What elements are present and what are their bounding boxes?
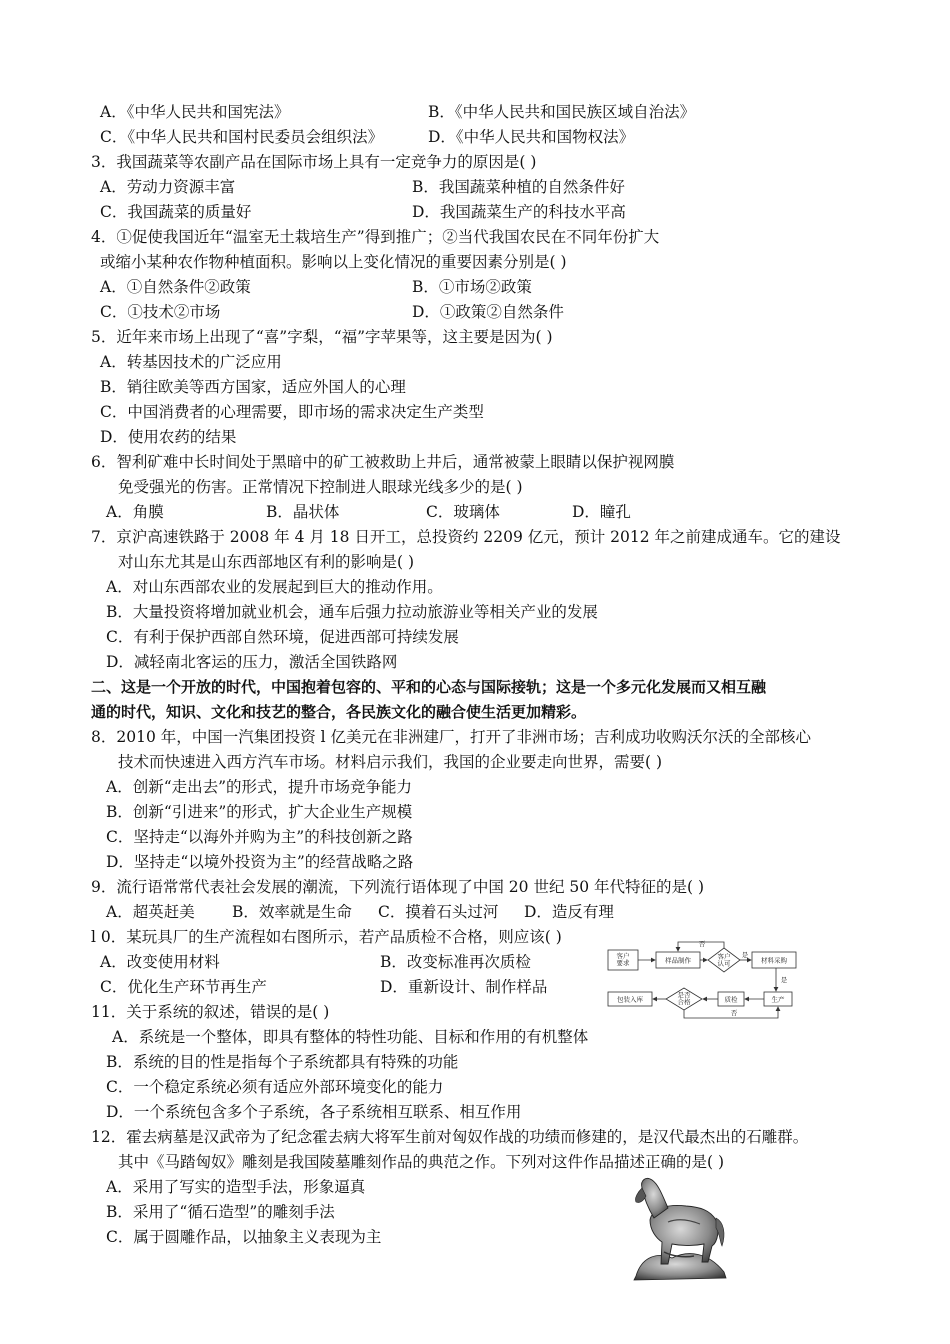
text-line: D．重新设计、制作样品	[380, 978, 548, 996]
text-line: 或缩小某种农作物种植面积。影响以上变化情况的重要因素分别是( )	[100, 253, 567, 271]
flow-label-inspect: 质检	[724, 995, 738, 1004]
text-line: 11．关于系统的叙述，错误的是( )	[91, 1003, 330, 1021]
text-line: C．坚持走“以海外并购为主”的科技创新之路	[106, 828, 413, 846]
text-line: D．使用农药的结果	[100, 428, 237, 446]
text-line: 通的时代，知识、文化和技艺的整合，各民族文化的融合使生活更加精彩。	[91, 703, 587, 721]
text-line: B．系统的目的性是指每个子系统都具有特殊的功能	[106, 1053, 459, 1071]
text-line: 二、这是一个开放的时代，中国抱着包容的、平和的心态与国际接轨；这是一个多元化发展而又相互融	[91, 678, 767, 696]
text-line: A．《中华人民共和国宪法》	[100, 103, 290, 121]
text-line: A．采用了写实的造型手法，形象逼真	[106, 1178, 366, 1196]
horse-stomping-xiongnu-sculpture	[628, 1172, 732, 1282]
text-line: A．①自然条件②政策	[100, 278, 251, 296]
text-line: D．造反有理	[524, 903, 614, 921]
text-line: 7．京沪高速铁路于 2008 年 4 月 18 日开工，总投资约 2209 亿元，预计 2012 年之前建成通车。它的建设	[91, 528, 841, 546]
flow-label-yes: 是	[741, 951, 749, 959]
text-line: A．创新“走出去”的形式，提升市场竞争能力	[106, 778, 413, 796]
text-line: B．我国蔬菜种植的自然条件好	[412, 178, 625, 196]
text-line: D．瞳孔	[572, 503, 631, 521]
flow-label-no: 否	[730, 1009, 738, 1017]
text-line: B．销往欧美等西方国家，适应外国人的心理	[100, 378, 406, 396]
text-line: C．有利于保护西部自然环境，促进西部可持续发展	[106, 628, 459, 646]
text-line: B．创新“引进来”的形式，扩大企业生产规模	[106, 803, 413, 821]
text-line: B．《中华人民共和国民族区域自治法》	[428, 103, 696, 121]
text-line: C．中国消费者的心理需要，即市场的需求决定生产类型	[100, 403, 484, 421]
text-line: D．我国蔬菜生产的科技水平高	[412, 203, 626, 221]
flow-label-customer: 客户	[616, 952, 630, 960]
flow-label-store: 包装入库	[617, 995, 643, 1004]
text-line: A．角膜	[106, 503, 164, 521]
production-flowchart	[606, 940, 802, 1022]
text-line: B．①市场②政策	[412, 278, 532, 296]
text-line: C．一个稳定系统必须有适应外部环境变化的能力	[106, 1078, 444, 1096]
text-line: 免受强光的伤害。正常情况下控制进人眼球光线多少的是( )	[118, 478, 523, 496]
text-line: 技术而快速进入西方汽车市场。材料启示我们，我国的企业要走向世界，需要( )	[118, 753, 663, 771]
text-line: 对山东尤其是山东西部地区有利的影响是( )	[118, 553, 415, 571]
text-line: A．转基因技术的广泛应用	[100, 353, 282, 371]
text-line: D．坚持走“以境外投资为主”的经营战略之路	[106, 853, 414, 871]
text-line: 8．2010 年，中国一汽集团投资 l 亿美元在非洲建厂，打开了非洲市场；吉利成功收购沃尔沃的全部核心	[91, 728, 812, 746]
flow-label-yes: 是	[780, 976, 788, 984]
text-line: B．改变标准再次质检	[380, 953, 531, 971]
text-line: 12．霍去病墓是汉武帝为了纪念霍去病大将军生前对匈奴作战的功绩而修建的，是汉代最杰出的石雕群。	[91, 1128, 809, 1146]
text-line: A．改变使用材料	[100, 953, 220, 971]
flow-label-purchase: 材料采购	[761, 956, 787, 965]
text-line: 5．近年来市场上出现了“喜”字梨，“福”字苹果等，这主要是因为( )	[91, 328, 553, 346]
text-line: 9．流行语常常代表社会发展的潮流，下列流行语体现了中国 20 世纪 50 年代特征的是( )	[91, 878, 705, 896]
text-line: A．劳动力资源丰富	[100, 178, 236, 196]
flow-label-customer: 要求	[616, 959, 630, 967]
text-line: C．《中华人民共和国村民委员会组织法》	[100, 128, 384, 146]
text-line: l 0．某玩具厂的生产流程如右图所示，若产品质检不合格，则应该( )	[91, 928, 562, 946]
text-line: C．①技术②市场	[100, 303, 221, 321]
text-line: C．我国蔬菜的质量好	[100, 203, 252, 221]
flow-label-qualified: 合格	[677, 998, 691, 1006]
text-line: C．玻璃体	[426, 503, 500, 521]
text-line: B．采用了“循石造型”的雕刻手法	[106, 1203, 335, 1221]
text-line: B．大量投资将增加就业机会，通车后强力拉动旅游业等相关产业的发展	[106, 603, 598, 621]
text-line: D．①政策②自然条件	[412, 303, 564, 321]
text-line: C．摸着石头过河	[378, 903, 499, 921]
text-line: B．晶状体	[266, 503, 340, 521]
text-line: A．超英赶美	[106, 903, 195, 921]
text-line: 3．我国蔬菜等农副产品在国际市场上具有一定竞争力的原因是( )	[91, 153, 537, 171]
text-line: D．减轻南北客运的压力，激活全国铁路网	[106, 653, 398, 671]
text-line: 6．智利矿难中长时间处于黑暗中的矿工被救助上井后，通常被蒙上眼睛以保护视网膜	[91, 453, 675, 471]
text-line: B．效率就是生命	[232, 903, 352, 921]
text-line: D．《中华人民共和国物权法》	[428, 128, 635, 146]
text-line: 其中《马踏匈奴》雕刻是我国陵墓雕刻作品的典范之作。下列对这件作品描述正确的是( )	[118, 1153, 725, 1171]
text-line: C．属于圆雕作品，以抽象主义表现为主	[106, 1228, 382, 1246]
text-line: 4．①促使我国近年“温室无土栽培生产”得到推广；②当代我国农民在不同年份扩大	[91, 228, 660, 246]
flow-label-approve: 客户	[717, 952, 731, 961]
flow-label-no: 否	[698, 940, 706, 948]
text-line: A．对山东西部农业的发展起到巨大的推动作用。	[106, 578, 443, 596]
text-line: C．优化生产环节再生产	[100, 978, 267, 996]
flow-label-approve: 认可	[717, 959, 731, 968]
flow-label-qualified: 是否	[677, 991, 691, 999]
flow-label-produce: 生产	[771, 995, 785, 1004]
text-line: A．系统是一个整体，即具有整体的特性功能、目标和作用的有机整体	[112, 1028, 589, 1046]
flow-label-sample: 样品制作	[665, 956, 691, 965]
text-line: D．一个系统包含多个子系统，各子系统相互联系、相互作用	[106, 1103, 522, 1121]
